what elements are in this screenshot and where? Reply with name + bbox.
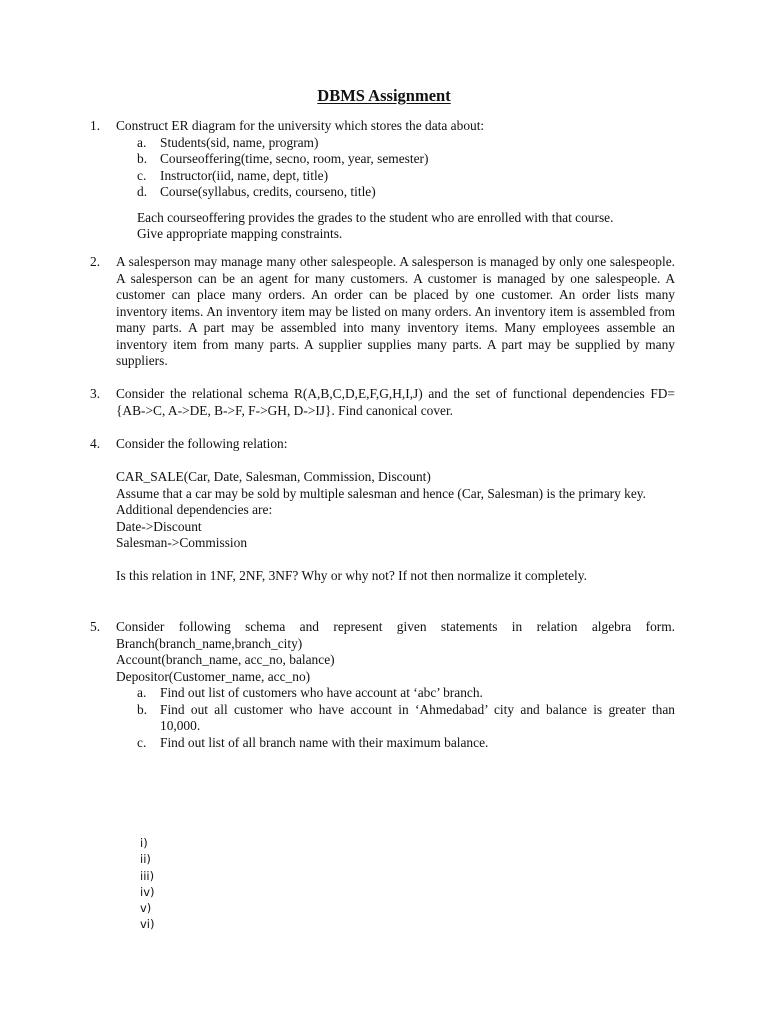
assumption-text: Assume that a car may be sold by multiple salesman and hence (Car, Salesman) is the primary key.: [116, 485, 646, 501]
list-item: vi): [140, 917, 155, 932]
question-number: 4.: [90, 436, 101, 451]
schema-account: Account(branch_name, acc_no, balance): [116, 652, 335, 667]
list-item: i): [140, 836, 148, 850]
roman-numeral-list: [140, 835, 155, 933]
question-number: 5.: [90, 619, 101, 634]
list-item: [137, 685, 675, 702]
question-note: [137, 210, 675, 243]
item-text: Find out list of customers who have account at ‘abc’ branch.: [160, 685, 483, 700]
list-item: iv): [140, 884, 155, 899]
list-item: [137, 168, 675, 185]
question-number: 1.: [90, 118, 101, 133]
list-item: [137, 184, 675, 201]
item-letter: c.: [137, 167, 147, 183]
relation-schema: CAR_SALE(Car, Date, Salesman, Commission, Discount): [116, 469, 431, 484]
item-text: Courseoffering(time, secno, room, year, semester): [160, 151, 429, 166]
question-text: Consider the following relation:: [116, 436, 288, 451]
dependency-1: Date->Discount: [116, 518, 202, 534]
question-1: [90, 118, 675, 243]
list-item: [137, 151, 675, 168]
question-2: [90, 254, 675, 370]
note-line-1: Each courseoffering provides the grades to the student who are enrolled with that course.: [137, 209, 614, 225]
list-item: [137, 735, 675, 752]
question-number: 3.: [90, 386, 101, 401]
item-letter: b.: [137, 151, 148, 166]
dependency-2: Salesman->Commission: [116, 535, 248, 550]
list-item: v): [140, 901, 152, 916]
item-text: Course(syllabus, credits, courseno, title): [160, 184, 376, 199]
page-title: DBMS Assignment: [317, 86, 451, 105]
item-text: Students(sid, name, program): [160, 134, 319, 150]
sub-question: Is this relation in 1NF, 2NF, 3NF? Why or why not? If not then normalize it completely.: [116, 568, 587, 583]
item-text: Instructor(iid, name, dept, title): [160, 167, 329, 183]
additional-text: Additional dependencies are:: [116, 502, 273, 517]
schema-branch: Branch(branch_name,branch_city): [116, 635, 303, 651]
list-item: [137, 702, 675, 735]
question-3: [90, 386, 675, 419]
question-5: [90, 619, 675, 751]
note-line-2: Give appropriate mapping constraints.: [137, 226, 343, 241]
question-text: A salesperson may manage many other salespeople. A salesperson is managed by only one salespeople. A salesperson can be an agent for many customers. A customer is managed by one salespeople. A customer can place many orders. An order can be placed by one customer. An order lists many inventory items. An inventory item may be listed on many orders. An inventory item is assembled from many parts. A part may be assembled into many inventory items. Many employees assemble an inventory item from many parts. A supplier supplies many parts. A part may be supplied by many suppliers.: [116, 254, 675, 368]
list-item: [137, 135, 675, 152]
question-4: [90, 436, 675, 585]
question-text: Consider the relational schema R(A,B,C,D,E,F,G,H,I,J) and the set of functional dependencies FD={AB->C, A->DE, B->F, F->GH, D->IJ}. Find canonical cover.: [116, 386, 675, 418]
item-letter: b.: [137, 701, 148, 717]
item-letter: c.: [137, 734, 147, 750]
list-item: iii): [140, 868, 155, 883]
item-letter: a.: [137, 134, 147, 150]
question-text: Consider following schema and represent given statements in relation algebra form.: [116, 619, 675, 634]
question-number: 2.: [90, 254, 101, 269]
item-letter: d.: [137, 184, 148, 199]
schema-depositor: Depositor(Customer_name, acc_no): [116, 668, 311, 684]
list-item: ii): [140, 852, 151, 867]
item-text: Find out all customer who have account in ‘Ahmedabad’ city and balance is greater than 10,000.: [160, 701, 675, 733]
question-text: Construct ER diagram for the university which stores the data about:: [116, 118, 485, 133]
item-letter: a.: [137, 685, 147, 700]
item-text: Find out list of all branch name with their maximum balance.: [160, 734, 489, 750]
